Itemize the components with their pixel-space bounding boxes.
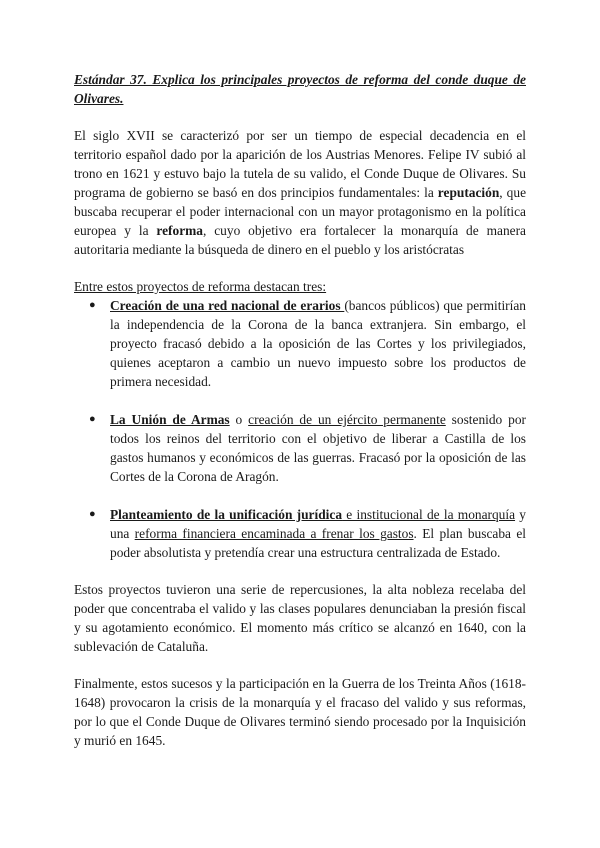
intro-bold-reputacion: reputación	[437, 185, 500, 200]
list-item-union-armas-text: sostenido por todos los reinos del territorio con el objetivo de liberar a Castilla de los gastos humanos y económicos de las guerras. Fracasó por la oposición de las Cortes de la Corona de Aragón.	[110, 412, 527, 484]
list-item-unificacion-mid: y una	[110, 507, 527, 541]
list-item-union-armas-mid: o	[229, 412, 249, 427]
list-item-union-armas	[74, 410, 526, 486]
conclusion-paragraph: Finalmente, estos sucesos y la participación en la Guerra de los Treinta Años (1618-1648) provocaron la crisis de la monarquía y el fracaso del valido y sus reformas, por lo que el Conde Duque de Olivares terminó siendo procesado por la Inquisición y murió en 1645.	[74, 676, 526, 748]
list-item-unificacion	[74, 505, 526, 562]
list-item-unificacion-underlined-2: reforma financiera encaminada a frenar los gastos	[134, 526, 414, 541]
list-item-erarios	[74, 296, 526, 391]
intro-text-2: , que buscaba recuperar el poder internacional con un mayor protagonismo en la política europea y la	[74, 185, 527, 238]
intro-text-3: , cuyo objetivo era fortalecer la monarquía de manera autoritaria mediante la búsqueda de dinero en el pueblo y los aristócratas	[74, 223, 526, 257]
list-item-union-armas-title: La Unión de Armas	[110, 412, 230, 427]
intro-text-1: El siglo XVII se caracterizó por ser un tiempo de especial decadencia en el territorio español dado por la aparición de los Austrias Menores. Felipe IV subió al trono en 1621 y estuvo bajo la tutela de su valido, el Conde Duque de Olivares. Su programa de gobierno se basó en dos principios fundamentales: la	[74, 128, 526, 200]
consequences-paragraph: Estos proyectos tuvieron una serie de repercusiones, la alta nobleza recelaba del poder que concentraba el valido y las clases populares denunciaban la presión fiscal y su agotamiento económico. El momento más crítico se alcanzó en 1640, con la sublevación de Cataluña.	[74, 582, 526, 654]
intro-paragraph	[74, 126, 526, 259]
list-item-unificacion-text: . El plan buscaba el poder absolutista y pretendía crear una estructura centralizada de Estado.	[110, 526, 526, 560]
bullet-icon: ●	[89, 413, 96, 425]
list-item-erarios-title: Creación de una red nacional de erarios	[110, 298, 345, 313]
document-title: Estándar 37. Explica los principales proyectos de reforma del conde duque de Olivares.	[74, 72, 526, 106]
document-page	[74, 70, 526, 768]
reform-list	[74, 296, 526, 562]
intro-bold-reforma: reforma	[156, 223, 203, 238]
list-item-erarios-text: (bancos públicos) que permitirían la independencia de la Corona de la banca extranjera. Sin embargo, el proyecto fracasó debido a la oposición de las Cortes y los privilegiados, quienes aceptaron a cambio un nuevo impuesto sobre los productos de primera necesidad.	[110, 298, 526, 389]
list-intro: Entre estos proyectos de reforma destacan tres:	[74, 279, 327, 294]
list-item-unificacion-underlined-1: e institucional de la monarquía	[342, 507, 516, 522]
list-item-unificacion-title: Planteamiento de la unificación jurídica	[110, 507, 343, 522]
bullet-icon: ●	[89, 508, 96, 520]
list-item-union-armas-underlined: creación de un ejército permanente	[248, 412, 446, 427]
bullet-icon: ●	[89, 299, 96, 311]
